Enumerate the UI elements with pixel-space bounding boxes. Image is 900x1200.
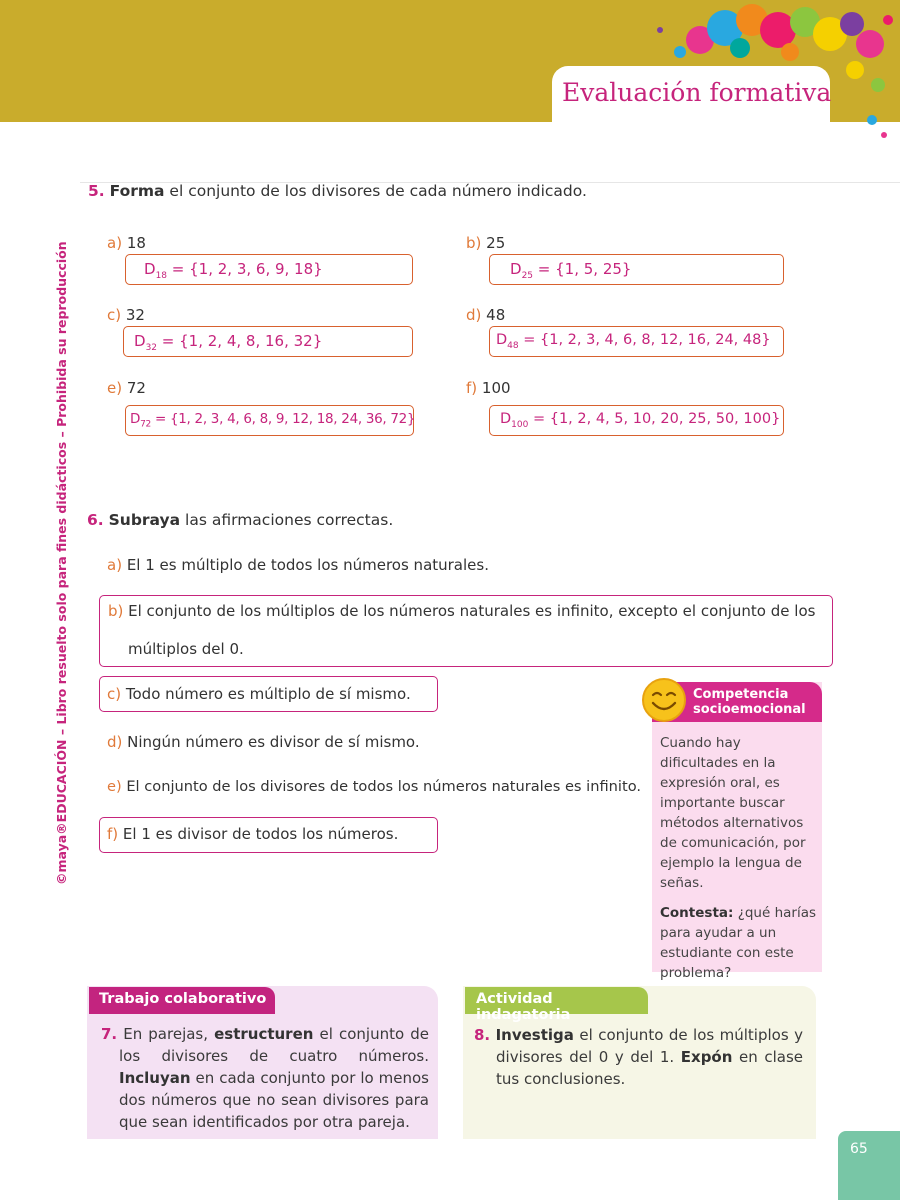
item-letter: c) bbox=[107, 306, 122, 324]
item-letter: a) bbox=[107, 234, 123, 252]
side-note-text: EDUCACIÓN – Libro resuelto solo para fines didácticos – Prohibida su reproducción bbox=[54, 241, 69, 823]
q6-statement-b-cont: múltiplos del 0. bbox=[128, 640, 244, 658]
copyright-symbol: © bbox=[54, 872, 69, 885]
question-text: las afirmaciones correctas. bbox=[180, 511, 394, 529]
activity-7-text bbox=[101, 1023, 429, 1133]
text-part: En parejas, bbox=[117, 1025, 215, 1043]
question-number: 5. bbox=[88, 182, 105, 200]
item-value: 25 bbox=[486, 234, 506, 252]
set-elements: = {1, 2, 4, 5, 10, 20, 25, 50, 100} bbox=[528, 411, 781, 427]
q5-answer-e bbox=[125, 405, 414, 436]
set-subscript: 32 bbox=[145, 343, 158, 353]
question-5-title bbox=[88, 182, 587, 200]
item-letter: b) bbox=[466, 234, 482, 252]
competencia-question bbox=[660, 903, 822, 983]
item-value: 48 bbox=[486, 306, 506, 324]
set-elements: = {1, 2, 3, 6, 9, 18} bbox=[167, 260, 323, 278]
registered-mark: ® bbox=[54, 822, 69, 835]
item-value: 32 bbox=[125, 306, 145, 324]
set-subscript: 100 bbox=[511, 419, 529, 430]
item-letter: e) bbox=[107, 379, 123, 397]
q5-answer-d bbox=[489, 326, 784, 357]
q6-statement-d bbox=[107, 733, 420, 751]
statement-text: El 1 es múltiplo de todos los números naturales. bbox=[122, 556, 489, 574]
set-symbol: D bbox=[130, 411, 141, 427]
q5-answer-c bbox=[123, 326, 413, 357]
item-letter: d) bbox=[107, 733, 123, 751]
q6-statement-c bbox=[107, 685, 411, 703]
competencia-title-line2: socioemocional bbox=[693, 702, 806, 717]
q5-item-b-label bbox=[466, 234, 505, 252]
q6-statement-b bbox=[108, 592, 815, 630]
q6-statement-e bbox=[107, 778, 641, 795]
competencia-body bbox=[660, 733, 822, 983]
statement-text: Ningún número es divisor de sí mismo. bbox=[122, 733, 420, 751]
statement-text: El conjunto de los múltiplos de los números naturales es infinito, excepto el conjunto de los bbox=[123, 602, 816, 620]
item-letter: f) bbox=[107, 825, 119, 843]
set-subscript: 25 bbox=[521, 271, 534, 281]
brand-logo-text: maya bbox=[54, 834, 69, 873]
page-number: 65 bbox=[838, 1131, 900, 1200]
set-symbol: D bbox=[510, 260, 522, 278]
q5-item-e-label bbox=[107, 379, 146, 397]
inquiry-header: Actividad indagatoria bbox=[465, 987, 648, 1014]
competencia-title-line1: Competencia bbox=[693, 687, 789, 702]
activity-8-text bbox=[474, 1024, 803, 1090]
set-subscript: 72 bbox=[140, 419, 151, 430]
bold-verb: estructuren bbox=[214, 1025, 314, 1043]
question-verb: Subraya bbox=[108, 511, 181, 529]
set-subscript: 48 bbox=[507, 340, 519, 351]
bold-verb: Incluyan bbox=[119, 1069, 191, 1087]
bold-verb: Expón bbox=[680, 1048, 733, 1066]
smiley-face-icon bbox=[640, 676, 688, 724]
item-letter: a) bbox=[107, 556, 123, 574]
set-symbol: D bbox=[496, 332, 508, 348]
activity-number: 7. bbox=[101, 1025, 118, 1043]
question-text: ¿qué harías para ayudar a un estudiante con este problema? bbox=[660, 905, 817, 981]
set-elements: = {1, 2, 3, 4, 6, 8, 12, 16, 24, 48} bbox=[518, 332, 771, 348]
question-6-title bbox=[87, 511, 393, 529]
item-letter: e) bbox=[107, 778, 122, 795]
q5-item-f-label bbox=[466, 379, 511, 397]
q5-answer-f bbox=[489, 405, 784, 436]
item-letter: d) bbox=[466, 306, 482, 324]
text-part: el conjunto de los divisores de cuatro números. bbox=[119, 1025, 429, 1065]
question-number: 6. bbox=[87, 511, 104, 529]
statement-text: El conjunto de los divisores de todos los números naturales es infinito. bbox=[121, 778, 642, 795]
question-label: Contesta: bbox=[660, 905, 734, 921]
statement-text: El 1 es divisor de todos los números. bbox=[118, 825, 399, 843]
item-letter: f) bbox=[466, 379, 478, 397]
text-part: el conjunto de los múltiplos y divisores del 0 y del 1. bbox=[496, 1026, 803, 1066]
q5-item-c-label bbox=[107, 306, 145, 324]
page-title: Evaluación formativa bbox=[562, 78, 832, 107]
competencia-text: Cuando hay dificultades en la expresión oral, es importante buscar métodos alternativos de comunicación, por ejemplo la lengua de señas. bbox=[660, 735, 806, 891]
activity-number: 8. bbox=[474, 1026, 491, 1044]
set-subscript: 18 bbox=[155, 271, 168, 281]
item-letter: c) bbox=[107, 685, 122, 703]
set-symbol: D bbox=[134, 332, 146, 350]
statement-text: Todo número es múltiplo de sí mismo. bbox=[121, 685, 411, 703]
q5-item-d-label bbox=[466, 306, 505, 324]
bold-verb: Investiga bbox=[495, 1026, 574, 1044]
collaborative-header: Trabajo colaborativo bbox=[89, 987, 275, 1014]
item-value: 100 bbox=[481, 379, 511, 397]
set-symbol: D bbox=[500, 411, 512, 427]
text-part: en cada conjunto por lo menos dos números que no sean divisores para que sean identificados por otra pareja. bbox=[119, 1069, 429, 1131]
item-letter: b) bbox=[108, 602, 124, 620]
q6-statement-f bbox=[107, 825, 398, 843]
set-symbol: D bbox=[144, 260, 156, 278]
q5-item-a-label bbox=[107, 234, 146, 252]
item-value: 18 bbox=[126, 234, 146, 252]
q6-statement-a bbox=[107, 556, 489, 574]
set-elements: = {1, 5, 25} bbox=[533, 260, 632, 278]
text-part: en clase tus conclusiones. bbox=[496, 1048, 803, 1088]
set-elements: = {1, 2, 4, 8, 16, 32} bbox=[157, 332, 323, 350]
q5-answer-a bbox=[125, 254, 413, 285]
q5-answer-b bbox=[489, 254, 784, 285]
side-copyright-note bbox=[54, 241, 69, 885]
question-verb: Forma bbox=[109, 182, 165, 200]
set-elements: = {1, 2, 3, 4, 6, 8, 9, 12, 18, 24, 36, 72} bbox=[150, 411, 416, 427]
question-text: el conjunto de los divisores de cada número indicado. bbox=[164, 182, 587, 200]
item-value: 72 bbox=[126, 379, 146, 397]
